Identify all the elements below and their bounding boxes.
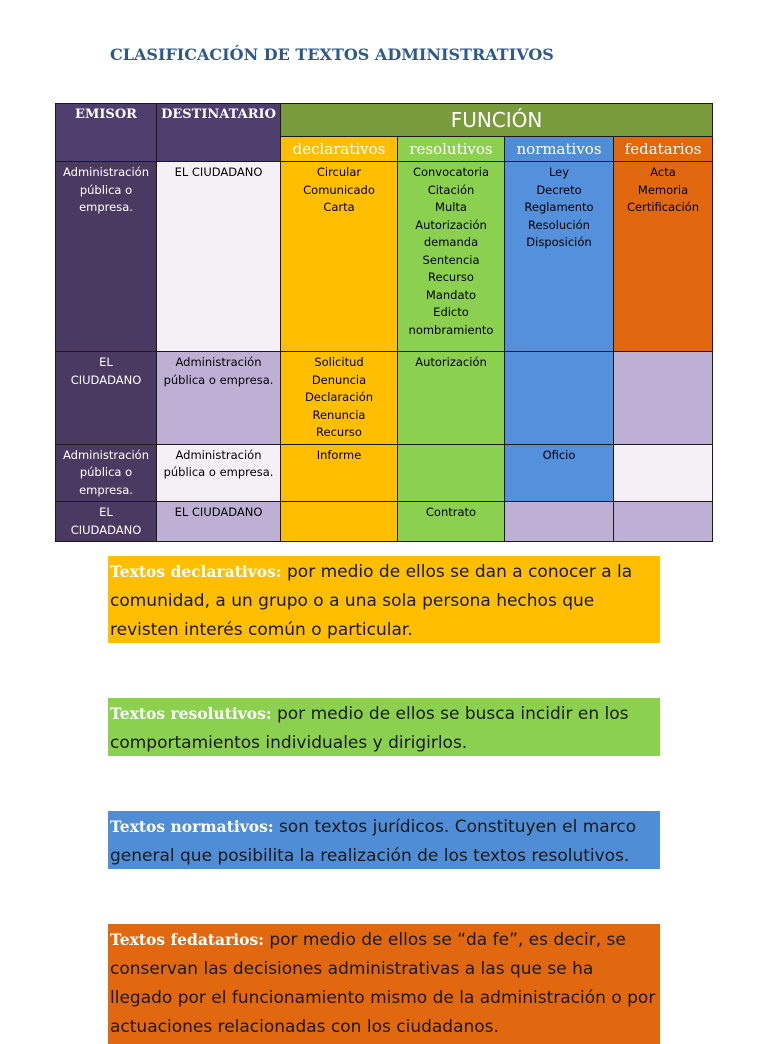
cell-line: Informe [316,447,362,462]
cell-line: demanda [423,235,479,249]
cell-line: Autorización [415,217,487,232]
cell-declarativos [281,162,398,352]
definition-resolutivos [108,698,660,756]
cell-line: Denuncia [311,372,367,387]
definition-label: Textos resolutivos: [110,704,272,723]
cell-line: Edicto [433,305,469,319]
cell-resolutivos [398,502,505,542]
definition-text: por medio de ellos se dan a conocer a la comunidad, a un grupo o a una sola persona hechos que revisten interés común o particular. [110,562,633,640]
cell-destinatario [157,352,281,445]
cell-line: pública o [79,182,133,197]
header-declarativos: declarativos [281,137,398,162]
cell-normativos [505,444,614,502]
cell-normativos [505,352,614,445]
cell-line: Reglamento [524,200,594,214]
classification-table [55,103,713,542]
cell-normativos [505,162,614,352]
cell-line: Disposición [526,235,592,249]
cell-fedatarios [614,444,713,502]
cell-line: CIUDADANO [70,372,142,387]
table-row [56,444,713,502]
cell-line: Recurso [316,425,362,439]
document-title: CLASIFICACIÓN DE TEXTOS ADMINISTRATIVOS [110,45,554,64]
cell-line: EL CIUDADANO [174,165,263,179]
definition-label: Textos declarativos: [110,562,282,581]
cell-line: EL [99,505,113,519]
cell-line: Memoria [637,182,689,197]
cell-line: Citación [427,182,475,197]
cell-line: Autorización [415,355,487,369]
cell-line: Ley [548,165,570,179]
cell-line: Convocatoria [412,165,490,179]
cell-line: Renuncia [312,407,366,422]
cell-line: Carta [323,200,355,214]
cell-line: Acta [650,165,676,179]
header-normativos: normativos [505,137,614,162]
cell-line: Administración [63,447,149,462]
table-row [56,502,713,542]
cell-line: EL [99,355,113,369]
cell-resolutivos [398,352,505,445]
cell-line: empresa. [79,482,133,497]
header-resolutivos: resolutivos [398,137,505,162]
definition-text: por medio de ellos se “da fe”, es decir, se conservan las decisiones administrativas a las que se ha llegado por el funcionamiento mismo de la administración o por actuaciones relacionadas con los ciudadanos. [110,930,656,1037]
cell-resolutivos [398,162,505,352]
cell-destinatario [157,162,281,352]
cell-fedatarios [614,352,713,445]
cell-line: Administración [175,447,262,462]
cell-declarativos [281,502,398,542]
table-row [56,162,713,352]
definition-declarativos [108,556,660,643]
cell-line: Certificación [627,200,700,214]
cell-line: Sentencia [422,252,480,267]
cell-line: Multa [435,200,467,214]
cell-line: Administración [175,355,262,369]
cell-line: Administración [63,165,149,179]
header-emisor: EMISOR [56,104,157,162]
cell-destinatario [157,444,281,502]
cell-line: Contrato [425,505,477,519]
cell-line: pública o empresa. [163,465,274,479]
cell-fedatarios [614,502,713,542]
cell-line: pública o empresa. [163,372,274,387]
header-fedatarios: fedatarios [614,137,713,162]
cell-line: Declaración [304,390,374,404]
definition-fedatarios [108,924,660,1044]
definition-label: Textos fedatarios: [110,930,264,949]
cell-line: pública o [79,465,133,479]
cell-line: Circular [316,165,362,179]
cell-line: Oficio [542,447,576,462]
header-funcion: FUNCIÓN [281,104,713,137]
cell-line: Mandato [425,287,477,302]
definition-normativos [108,811,660,869]
cell-line: Resolución [528,217,590,232]
cell-declarativos [281,444,398,502]
definition-text: por medio de ellos se busca incidir en los comportamientos individuales y dirigirlos. [110,704,629,753]
cell-destinatario [157,502,281,542]
cell-emisor [56,162,157,352]
cell-emisor [56,502,157,542]
cell-line: Comunicado [303,182,375,197]
cell-emisor [56,444,157,502]
definition-label: Textos normativos: [110,817,274,836]
cell-line: CIUDADANO [70,522,142,537]
cell-line: nombramiento [408,322,494,337]
cell-declarativos [281,352,398,445]
cell-line: Solicitud [314,355,364,369]
cell-line: Decreto [536,182,582,197]
cell-line: EL CIUDADANO [174,505,263,519]
cell-normativos [505,502,614,542]
definition-text: son textos jurídicos. Constituyen el marco general que posibilita la realización de los textos resolutivos. [110,817,637,866]
cell-resolutivos [398,444,505,502]
table-row [56,352,713,445]
cell-line: empresa. [79,200,133,214]
cell-line: Recurso [428,270,474,284]
cell-emisor [56,352,157,445]
header-destinatario: DESTINATARIO [157,104,281,162]
cell-fedatarios [614,162,713,352]
